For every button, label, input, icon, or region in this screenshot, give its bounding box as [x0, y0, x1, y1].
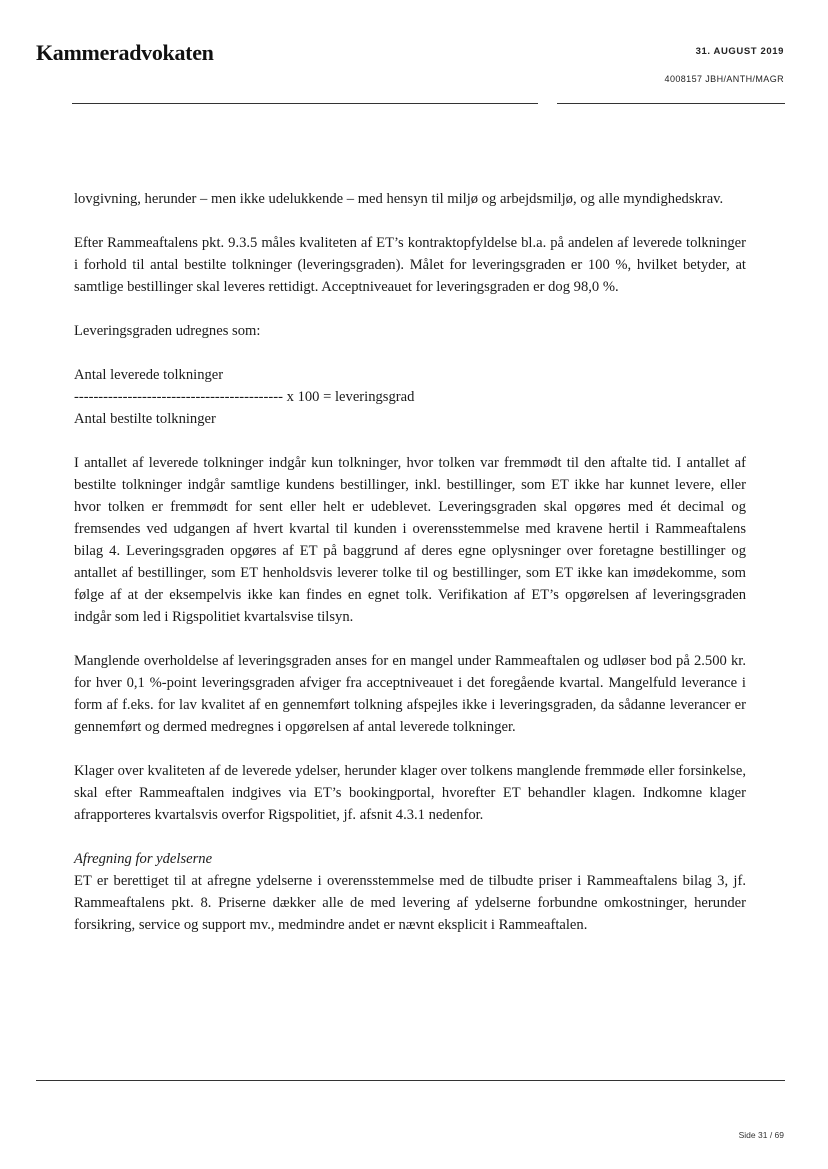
paragraph-2: Efter Rammeaftalens pkt. 9.3.5 måles kvaliteten af ET’s kontraktopfyldelse bl.a. på andelen af leverede tolkninger i forhold til antal bestilte tolkninger (leveringsgraden). Målet for leveringsgraden er 100 %, hvilket betyder, at samtlige bestillinger skal leveres rettidigt. Acceptniveauet for leveringsgraden er dog 98,0 %. [74, 235, 746, 295]
formula-numerator: Antal leverede tolkninger [74, 367, 224, 383]
paragraph-3: Leveringsgraden udregnes som: [74, 323, 261, 339]
paragraph-1: lovgivning, herunder – men ikke udelukkende – med hensyn til miljø og arbejdsmiljø, og alle myndighedskrav. [74, 191, 724, 207]
formula-denominator: Antal bestilte tolkninger [74, 411, 216, 427]
header-rule-left [72, 103, 538, 104]
page-number: Side 31 / 69 [738, 1130, 784, 1140]
document-date: 31. AUGUST 2019 [695, 46, 784, 57]
paragraph-6: Klager over kvaliteten af de leverede ydelser, herunder klager over tolkens manglende fremmøde eller forsinkelse, skal efter Rammeaftalen indgives via ET’s bookingportal, hvorefter ET behandler klagen. Indkomne klager afrapporteres kvartalsvis overfor Rigspolitiet, jf. afsnit 4.3.1 nedenfor. [74, 763, 746, 823]
paragraph-7: ET er berettiget til at afregne ydelserne i overensstemmelse med de tilbudte priser i Rammeaftalens bilag 3, jf. Rammeaftalens pkt. 8. Priserne dækker alle de med levering af ydelserne forbundne omkostninger, herunder forsikring, service og support mv., medmindre andet er nævnt eksplicit i Rammeaftalen. [74, 873, 746, 933]
formula-block [74, 364, 746, 430]
document-reference: 4008157 JBH/ANTH/MAGR [664, 74, 784, 84]
paragraph-4: I antallet af leverede tolkninger indgår kun tolkninger, hvor tolken var fremmødt til den aftalte tid. I antallet af bestilte tolkninger indgår samtlige kundens bestillinger, inkl. bestillinger, som ET ikke har kunnet levere, eller hvor tolken er fremmødt for sent eller helt er udeblevet. Leveringsgraden skal opgøres med ét decimal og fremsendes ved udgangen af hvert kvartal til kunden i overensstemmelse med kravene hertil i Rammeaftalens bilag 4. Leveringsgraden opgøres af ET på baggrund af deres egne oplysninger over foretagne bestillinger og antallet af bestillinger, som ET henholdsvis leverer tolke til og bestillinger, som ET ikke kan imødekomme, som følge af at der eksempelvis ikke kan findes en egnet tolk. Verifikation af ET’s opgørelsen af leveringsgraden indgår som led i Rigspolitiet kvartalsvise tilsyn. [74, 455, 746, 625]
kammeradvokaten-logo: Kammeradvokaten [36, 40, 214, 65]
header-rule-right [557, 103, 785, 104]
document-body [74, 188, 746, 936]
footer-rule [36, 1080, 785, 1081]
formula-line: ------------------------------------------- x 100 = leveringsgrad [74, 389, 415, 405]
section-title: Afregning for ydelserne [74, 851, 213, 867]
paragraph-5: Manglende overholdelse af leveringsgraden anses for en mangel under Rammeaftalen og udløser bod på 2.500 kr. for hver 0,1 %-point leveringsgraden afviger fra acceptniveauet i det foregående kvartal. Mangelfuld leverance i form af f.eks. for lav kvalitet af en gennemført tolkning afspejles ikke i leveringsgraden, da sådanne leverancer er gennemført og dermed medregnes i opgørelsen af antal leverede tolkninger. [74, 653, 746, 735]
